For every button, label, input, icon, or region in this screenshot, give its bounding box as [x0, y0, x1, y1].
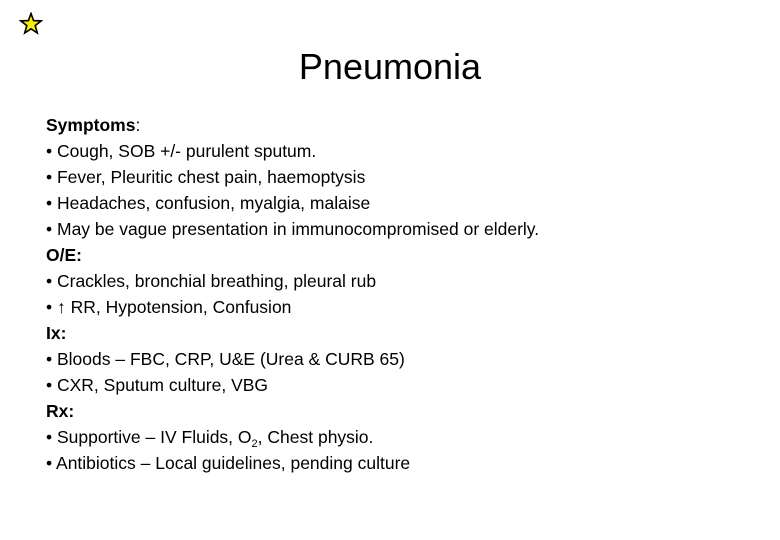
rx-item-supportive-rest: , Chest physio.	[257, 427, 374, 447]
rx-item-supportive-text: • Supportive – IV Fluids, O	[46, 427, 252, 447]
symptom-item: • Headaches, confusion, myalgia, malaise	[46, 193, 371, 213]
oe-item: • ↑ RR, Hypotension, Confusion	[46, 297, 292, 317]
page-title	[0, 44, 780, 90]
ix-item: • CXR, Sputum culture, VBG	[46, 375, 269, 395]
oe-heading: O/E:	[46, 245, 82, 265]
slide-body	[46, 112, 746, 476]
ix-item: • Bloods – FBC, CRP, U&E (Urea & CURB 65)	[46, 349, 405, 369]
rx-item-antibiotics: • Antibiotics – Local guidelines, pending culture	[46, 453, 411, 473]
star-icon	[19, 12, 43, 36]
ix-heading: Ix:	[46, 323, 67, 343]
symptoms-heading: Symptoms	[46, 115, 136, 135]
symptom-item: • Cough, SOB +/- purulent sputum.	[46, 141, 317, 161]
symptom-item: • May be vague presentation in immunocompromised or elderly.	[46, 219, 540, 239]
oe-item: • Crackles, bronchial breathing, pleural rub	[46, 271, 377, 291]
title-text: Pneumonia	[298, 46, 482, 87]
symptom-item: • Fever, Pleuritic chest pain, haemoptysis	[46, 167, 366, 187]
oxygen-subscript: 2	[251, 438, 258, 450]
symptoms-heading-colon: :	[135, 115, 141, 135]
symptoms-heading-line	[46, 112, 746, 138]
rx-heading: Rx:	[46, 401, 75, 421]
rx-item-supportive	[46, 424, 746, 450]
